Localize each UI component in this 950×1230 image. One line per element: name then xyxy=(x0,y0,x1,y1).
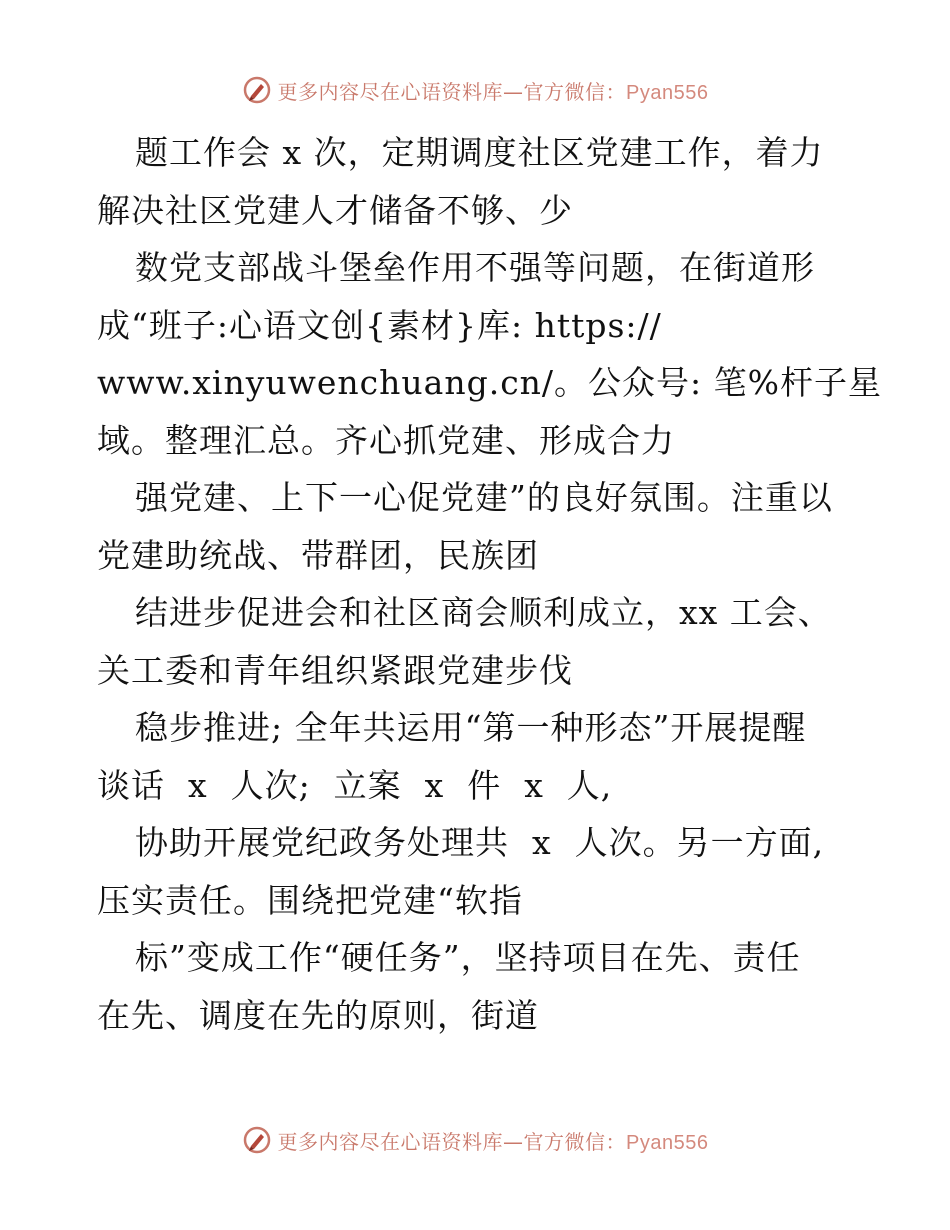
document-body xyxy=(97,124,883,1044)
body-line: 稳步推进; 全年共运用“第一种形态”开展提醒 xyxy=(135,708,807,747)
wechat-id: Pyan556 xyxy=(626,81,709,104)
watermark-text: 更多内容尽在心语资料库—官方微信：Pyan556 xyxy=(277,79,709,104)
body-line: 结进步促进会和社区商会顺利成立，xx 工会、 xyxy=(135,593,832,632)
body-line: 协助开展党纪政务处理共 x 人次。另一方面, xyxy=(135,823,825,862)
watermark-text: 更多内容尽在心语资料库—官方微信：Pyan556 xyxy=(277,1129,709,1154)
body-line: 标”变成工作“硬任务”，坚持项目在先、责任 xyxy=(135,938,801,977)
pen-logo-icon xyxy=(242,75,272,105)
body-line: 解决社区党建人才储备不够、少 xyxy=(97,190,573,230)
body-line: 数党支部战斗堡垒作用不强等问题，在街道形 xyxy=(135,248,815,287)
body-line: www.xinyuwenchuang.cn/。公众号: 笔%杆子星 xyxy=(97,363,883,402)
header-watermark xyxy=(0,70,950,110)
body-line: 域。整理汇总。齐心抓党建、形成合力 xyxy=(97,420,675,460)
body-line: 关工委和青年组织紧跟党建步伐 xyxy=(97,650,573,690)
body-line: 在先、调度在先的原则，街道 xyxy=(97,995,539,1035)
body-line: 谈话 x 人次; 立案 x 件 x 人, xyxy=(97,765,613,805)
body-line: 党建助统战、带群团，民族团 xyxy=(97,535,539,575)
body-line: 题工作会 x 次，定期调度社区党建工作，着力 xyxy=(135,133,824,172)
footer-watermark xyxy=(0,1120,950,1160)
body-line: 压实责任。围绕把党建“软指 xyxy=(97,880,523,920)
body-line: 强党建、上下一心促党建”的良好氛围。注重以 xyxy=(135,478,833,517)
wechat-id: Pyan556 xyxy=(626,1131,709,1154)
body-line: 成“班子:心语文创{素材}库: https:// xyxy=(97,305,662,345)
pen-logo-icon xyxy=(242,1125,272,1155)
